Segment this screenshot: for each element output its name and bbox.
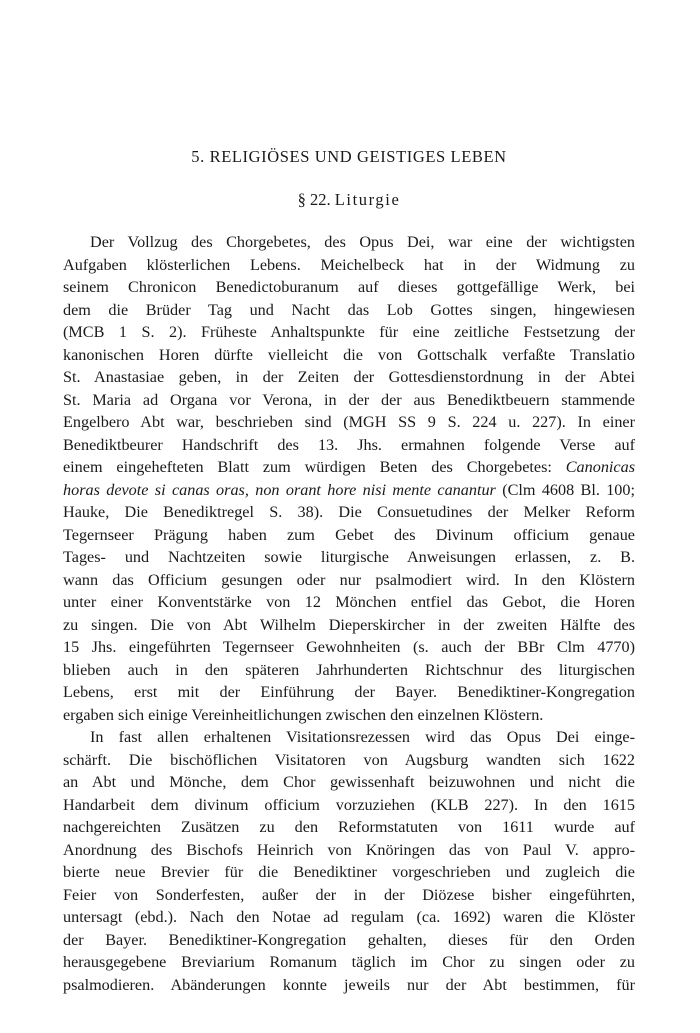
- text-line: [63, 884, 635, 907]
- text-line: [63, 591, 635, 614]
- text-run: Lebens, erst mit der Einführung der Bayer. Benediktiner-Kongregation: [63, 683, 635, 701]
- text-line: [63, 299, 635, 322]
- text-line: [63, 276, 635, 299]
- text-run: an Abt und Mönche, dem Chor gewissenhaft beizuwohnen und nicht die: [63, 773, 635, 791]
- text-run: (Clm 4608 Bl. 100;: [495, 480, 635, 499]
- text-line: [63, 951, 635, 974]
- text-run: einem eingehefteten Blatt zum würdigen Beten des Chorgebetes:: [63, 458, 566, 476]
- text-line: [63, 366, 635, 389]
- text-run: ergaben sich einige Vereinheitlichungen zwischen den einzelnen Klöstern.: [63, 705, 544, 724]
- section-number: § 22.: [297, 190, 331, 209]
- text-run: St. Anastasiae geben, in der Zeiten der Gottesdienstordnung in der Abtei: [63, 368, 635, 386]
- text-line: [63, 501, 635, 524]
- text-line: [63, 771, 635, 794]
- text-line: [63, 704, 635, 727]
- text-line: [63, 974, 635, 997]
- text-run: Hauke, Die Benediktregel S. 38). Die Consuetudines der Melker Reform: [63, 503, 635, 521]
- text-line: [63, 636, 635, 659]
- text-line: [63, 569, 635, 592]
- body-text: [63, 231, 635, 996]
- text-line: [63, 614, 635, 637]
- text-run: 15 Jhs. eingeführten Tegernseer Gewohnheiten (s. auch der BBr Clm 4770): [63, 638, 635, 656]
- text-run: herausgegebene Breviarium Romanum täglich im Chor zu singen oder zu: [63, 953, 635, 971]
- text-run: Handarbeit dem divinum officium vorzuziehen (KLB 227). In den 1615: [63, 795, 635, 814]
- text-run: St. Maria ad Organa vor Verona, in der der aus Benediktbeuern stammende: [63, 390, 635, 409]
- text-run: Feier von Sonderfesten, außer der in der Diözese bisher eingeführten,: [63, 885, 635, 904]
- text-line: [63, 434, 635, 457]
- text-run: blieben auch in den späteren Jahrhunderten Richtschnur des liturgischen: [63, 660, 635, 679]
- chapter-heading: 5. RELIGIÖSES UND GEISTIGES LEBEN: [191, 147, 507, 166]
- text-line: [63, 681, 635, 704]
- text-line: [63, 659, 635, 682]
- text-line: [63, 861, 635, 884]
- text-run: Engelbero Abt war, beschrieben sind (MGH SS 9 S. 224 u. 227). In einer: [63, 413, 635, 431]
- text-line: [63, 254, 635, 277]
- section-title: Liturgie: [334, 190, 401, 209]
- text-run: Aufgaben klösterlichen Lebens. Meichelbeck hat in der Widmung zu: [63, 255, 635, 274]
- text-line: [63, 524, 635, 547]
- text-run: psalmodieren. Abänderungen konnte jeweils nur der Abt bestimmen, für: [63, 975, 635, 994]
- text-run: In fast allen erhaltenen Visitationsrezessen wird das Opus Dei einge-: [90, 728, 635, 746]
- text-line: [63, 231, 635, 254]
- text-line: [63, 479, 635, 502]
- text-line: [63, 839, 635, 862]
- text-line: [63, 546, 635, 569]
- text-line: [63, 816, 635, 839]
- text-run: (MCB 1 S. 2). Früheste Anhaltspunkte für eine zeitliche Festsetzung der: [63, 323, 635, 341]
- text-run: dem die Brüder Tag und Nacht das Lob Gottes singen, hingewiesen: [63, 300, 635, 319]
- text-run: schärft. Die bischöflichen Visitatoren von Augsburg wandten sich 1622: [63, 750, 635, 769]
- text-run: Anordnung des Bischofs Heinrich von Knöringen das von Paul V. appro-: [63, 840, 635, 859]
- text-line: [63, 321, 635, 344]
- text-line: [63, 794, 635, 817]
- text-run: wann das Officium gesungen oder nur psalmodiert wird. In den Klöstern: [63, 570, 635, 589]
- italic-quote: Canonicas: [565, 458, 635, 476]
- text-run: unter einer Konventstärke von 12 Mönchen entfiel das Gebot, die Horen: [63, 593, 635, 611]
- text-line: [63, 749, 635, 772]
- text-line: [63, 906, 635, 929]
- section-heading: [63, 190, 635, 210]
- text-run: Der Vollzug des Chorgebetes, des Opus Dei, war eine der wichtigsten: [90, 233, 635, 251]
- text-line: [63, 344, 635, 367]
- text-line: [63, 929, 635, 952]
- text-run: nachgereichten Zusätzen zu den Reformstatuten von 1611 wurde auf: [63, 818, 635, 836]
- text-run: zu singen. Die von Abt Wilhelm Dieperskircher in der zweiten Hälfte des: [63, 615, 635, 634]
- text-run: Benediktbeurer Handschrift des 13. Jhs. ermahnen folgende Verse auf: [63, 435, 635, 454]
- text-run: der Bayer. Benediktiner-Kongregation gehalten, dieses für den Orden: [63, 930, 635, 949]
- italic-quote: horas devote si canas oras, non orant hore nisi mente canantur: [63, 480, 496, 499]
- text-line: [63, 726, 635, 749]
- text-run: Tegernseer Prägung haben zum Gebet des Divinum officium genaue: [63, 525, 635, 544]
- text-line: [63, 456, 635, 479]
- text-run: bierte neue Brevier für die Benediktiner vorgeschrieben und zugleich die: [63, 863, 635, 881]
- text-run: untersagt (ebd.). Nach den Notae ad regulam (ca. 1692) waren die Klöster: [63, 908, 635, 926]
- text-line: [63, 411, 635, 434]
- text-line: [63, 389, 635, 412]
- text-run: seinem Chronicon Benedictoburanum auf dieses gottgefällige Werk, bei: [63, 278, 635, 296]
- text-run: kanonischen Horen dürfte vielleicht die von Gottschalk verfaßte Translatio: [63, 345, 635, 364]
- text-run: Tages- und Nachtzeiten sowie liturgische Anweisungen erlassen, z. B.: [63, 548, 635, 566]
